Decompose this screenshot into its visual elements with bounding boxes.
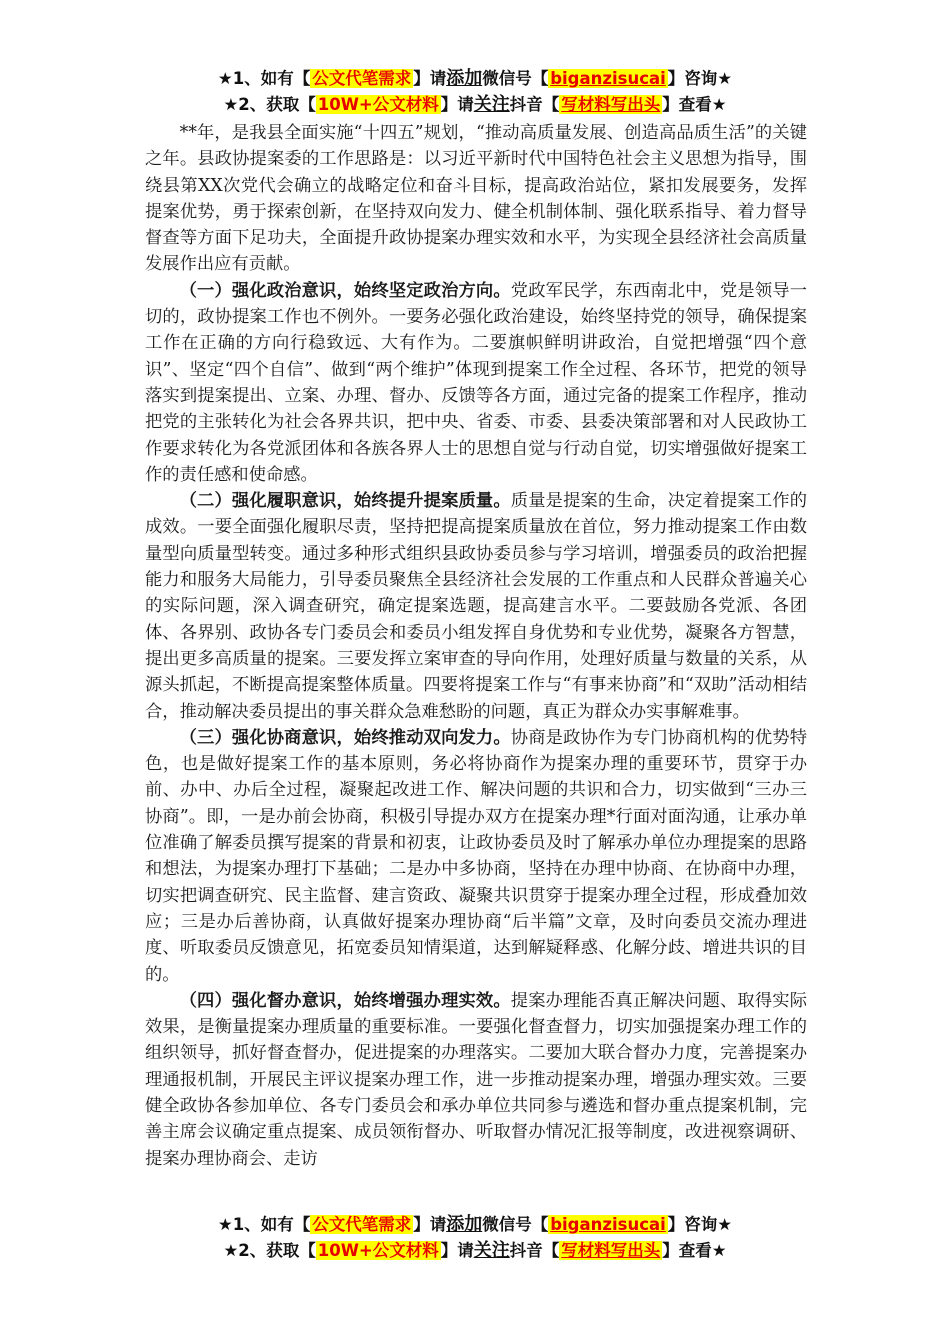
banner-text: 】查看★	[662, 1241, 727, 1260]
banner-line-2	[0, 1238, 950, 1264]
header-banner	[0, 66, 950, 118]
banner-text: 】咨询★	[667, 69, 733, 88]
paragraph-text: 提案办理能否真正解决问题、取得实际效果，是衡量提案办理质量的重要标准。一要强化督查督力，切实加强提案办理工作的组织领导，抓好督查督办，促进提案的办理落实。二要加大联合督办力度，完善提案办理通报机制，开展民主评议提案办理工作，进一步推动提案办理，增强办理实效。三要健全政协各参加单位、各专门委员会和承办单位共同参与遴选和督办重点提案机制，完善主席会议确定重点提案、成员领衔督办、听取督办情况汇报等制度，改进视察调研、提案办理协商会、走访	[145, 990, 807, 1169]
banner-text: 抖音【	[509, 1241, 560, 1260]
paragraph-supervision	[145, 988, 807, 1172]
paragraph-heading: （三）强化协商意识，始终推动双向发力。	[179, 727, 511, 748]
footer-banner	[0, 1212, 950, 1264]
banner-text: 微信号【	[482, 1215, 549, 1234]
banner-text: 】请	[440, 1241, 474, 1260]
paragraph-political	[145, 278, 807, 488]
banner-emphasis: 添加	[446, 1214, 483, 1235]
paragraph-intro	[145, 120, 807, 278]
document-body	[145, 120, 807, 1172]
paragraph-text: 党政军民学，东西南北中，党是领导一切的，政协提案工作也不例外。一要务必强化政治建设，始终坚持党的领导，确保提案工作在正确的方向行稳致远、大有作为。二要旗帜鲜明讲政治，自觉把增强“四个意识”、坚定“四个自信”、做到“两个维护”体现到提案工作全过程、各环节，把党的领导落实到提案提出、立案、办理、督办、反馈等各方面，通过完备的提案工作程序，推动把党的主张转化为社会各界共识，把中央、省委、市委、县委决策部署和对人民政协工作要求转化为各党派团体和各族各界人士的思想自觉与行动自觉，切实增强做好提案工作的责任感和使命感。	[145, 280, 807, 485]
banner-text: 】请	[440, 95, 474, 114]
banner-text: 微信号【	[482, 69, 549, 88]
highlight-writing-service: 公文代笔需求	[312, 1215, 412, 1234]
banner-text: 】请	[413, 69, 447, 88]
banner-text: 抖音【	[509, 95, 560, 114]
paragraph-text: **年，是我县全面实施“十四五”规划，“推动高质量发展、创造高品质生活”的关键之年。县政协提案委的工作思路是：以习近平新时代中国特色社会主义思想为指导，围绕县第XX次党代会确立的战略定位和奋斗目标，提高政治站位，紧扣发展要务，发挥提案优势，勇于探索创新，在坚持双向发力、健全机制体制、强化联系指导、着力督导督查等方面下足功夫，全面提升政协提案办理实效和水平，为实现全县经济社会高质量发展作出应有贡献。	[145, 123, 807, 275]
banner-line-1	[0, 1212, 950, 1238]
paragraph-text: 质量是提案的生命，决定着提案工作的成效。一要全面强化履职尽责，坚持把提高提案质量放在首位，努力推动提案工作由数量型向质量型转变。通过多种形式组织县政协委员参与学习培训，增强委员的政治把握能力和服务大局能力，引导委员聚焦全县经济社会发展的工作重点和人民群众普遍关心的实际问题，深入调查研究，确定提案选题，提高建言水平。二要鼓励各党派、各团体、各界别、政协各专门委员会和委员小组发挥自身优势和专业优势，凝聚各方智慧，提出更多高质量的提案。三要发挥立案审查的导向作用，处理好质量与数量的关系，从源头抓起，不断提高提案整体质量。四要将提案工作与“有事来协商”和“双助”活动相结合，推动解决委员提出的事关群众急难愁盼的问题，真正为群众办实事解难事。	[145, 491, 807, 722]
highlight-wechat-id: biganzisucai	[550, 69, 666, 88]
paragraph-text: 协商是政协作为专门协商机构的优势特色，也是做好提案工作的基本原则，务必将协商作为提案办理的重要环节，贯穿于办前、办中、办后全过程，凝聚起改进工作、解决问题的共识和合力，切实做到“三办三协商”。即，一是办前会协商，积极引导提办双方在提案办理*行面对面沟通，让承办单位准确了解委员撰写提案的背景和初衷，让政协委员及时了解承办单位办理提案的思路和想法，为提案办理打下基础；二是办中多协商，坚持在办理中协商、在协商中办理，切实把调查研究、民主监督、建言资政、凝聚共识贯穿于提案办理全过程，形成叠加效应；三是办后善协商，认真做好提案办理协商“后半篇”文章，及时向委员交流办理进度、听取委员反馈意见，拓宽委员知情渠道，达到解疑释惑、化解分歧、增进共识的目的。	[145, 727, 807, 985]
banner-emphasis: 关注	[473, 94, 510, 115]
paragraph-heading: （二）强化履职意识，始终提升提案质量。	[179, 491, 511, 512]
banner-emphasis: 关注	[473, 1240, 510, 1261]
banner-text: 】咨询★	[667, 1215, 733, 1234]
paragraph-heading: （一）强化政治意识，始终坚定政治方向。	[179, 280, 511, 301]
banner-text: ★2、获取【	[223, 1241, 316, 1260]
banner-line-2	[0, 92, 950, 118]
banner-text: ★1、如有【	[217, 69, 311, 88]
paragraph-duty	[145, 488, 807, 725]
highlight-writing-service: 公文代笔需求	[312, 69, 412, 88]
highlight-douyin-account: 写材料写出头	[561, 1241, 661, 1260]
banner-text: 】查看★	[662, 95, 727, 114]
highlight-douyin-account: 写材料写出头	[561, 95, 661, 114]
paragraph-heading: （四）强化督办意识，始终增强办理实效。	[179, 990, 511, 1011]
banner-line-1	[0, 66, 950, 92]
highlight-materials: 10W+公文材料	[317, 95, 439, 114]
banner-text: 】请	[413, 1215, 447, 1234]
highlight-wechat-id: biganzisucai	[550, 1215, 666, 1234]
highlight-materials: 10W+公文材料	[317, 1241, 439, 1260]
paragraph-consultation	[145, 725, 807, 988]
banner-text: ★1、如有【	[217, 1215, 311, 1234]
banner-emphasis: 添加	[446, 68, 483, 89]
banner-text: ★2、获取【	[223, 95, 316, 114]
